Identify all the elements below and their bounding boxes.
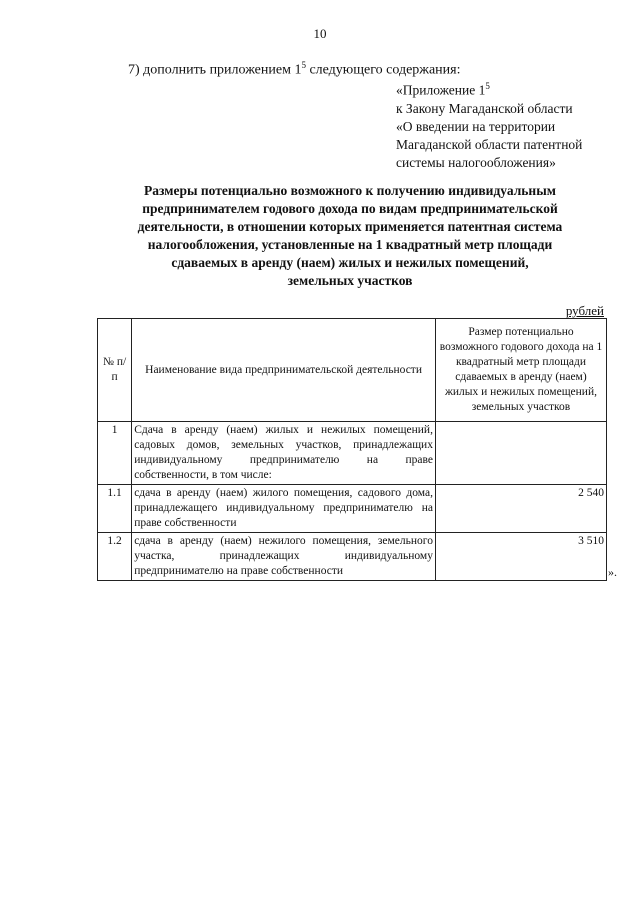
- title-line-3: деятельности, в отношении которых применяется патентная система: [137, 219, 563, 234]
- title-line-2: предпринимателем годового дохода по видам предпринимательской: [142, 201, 558, 216]
- title-line-4: налогообложения, установленные на 1 квадратный метр площади: [147, 237, 553, 252]
- table-row: [98, 485, 607, 533]
- intro-superscript: 5: [301, 60, 306, 70]
- title-line-5: сдаваемых в аренду (наем) жилых и нежилых помещений,: [171, 255, 529, 270]
- row-value: [435, 422, 606, 485]
- row-number: 1.2: [98, 533, 132, 581]
- header-activity-name: Наименование вида предпринимательской деятельности: [132, 319, 436, 422]
- row-value: 3 510: [435, 533, 606, 581]
- currency-unit: рублей: [565, 303, 604, 318]
- closing-quote-mark: ».: [608, 565, 617, 579]
- income-table: [97, 318, 607, 581]
- title-line-1: Размеры потенциально возможного к получению индивидуальным: [144, 183, 556, 198]
- appendix-header: [396, 77, 582, 172]
- appendix-line-5: системы налогообложения»: [396, 154, 556, 170]
- appendix-line-1: «Приложение $1^5$: [396, 81, 490, 98]
- appendix-line-2: к Закону Магаданской области: [396, 100, 573, 116]
- row-activity-name: сдача в аренду (наем) жилого помещения, садового дома, принадлежащего индивидуальному предпринимателю на праве собственности: [132, 485, 436, 533]
- row-activity-name: сдача в аренду (наем) нежилого помещения, земельного участка, принадлежащих индивидуальному предпринимателю на праве собственности: [132, 533, 436, 581]
- appendix-line-3: «О введении на территории: [396, 118, 556, 134]
- row-number: 1.1: [98, 485, 132, 533]
- appendix-superscript: 5: [485, 81, 490, 91]
- intro-tail: следующего содержания:: [305, 62, 461, 78]
- intro-text: 7) дополнить приложением 1: [128, 62, 302, 78]
- row-value: 2 540: [435, 485, 606, 533]
- header-number: № п/п: [98, 319, 132, 422]
- header-income-size: Размер потенциально возможного годового дохода на 1 квадратный метр площади сдаваемых в аренду (наем) жилых и нежилых помещений, земельных участков: [435, 319, 606, 422]
- title-line-6: земельных участков: [287, 273, 413, 288]
- table-row: [98, 533, 607, 581]
- amendment-intro: [128, 60, 461, 79]
- page-number: 10: [313, 26, 327, 41]
- row-number: 1: [98, 422, 132, 485]
- appendix-line-4: Магаданской области патентной: [396, 136, 583, 152]
- table-header-row: [98, 319, 607, 422]
- row-activity-name: Сдача в аренду (наем) жилых и нежилых помещений, садовых домов, земельных участков, принадлежащих индивидуальному предпринимателю на праве собственности, в том числе:: [132, 422, 436, 485]
- table-row: [98, 422, 607, 485]
- document-title: [90, 182, 610, 290]
